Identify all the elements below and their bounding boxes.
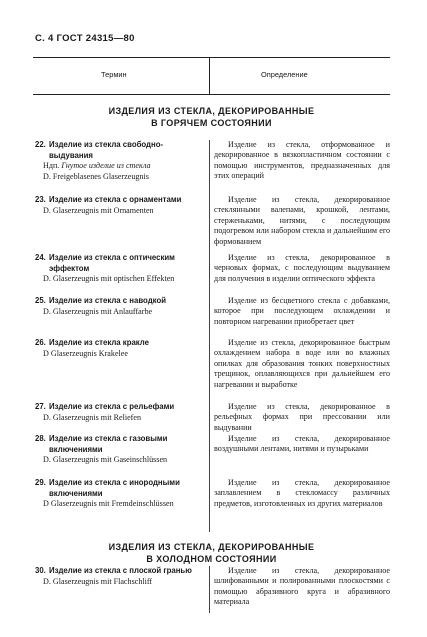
term-heading [35, 338, 203, 349]
column-header-definition: Определение [261, 70, 308, 79]
definition-text: Изделие из стекла, декорированное стеклянными валепами, крошкой, лентами, стерженьками, нитями, с последующим подогревом или набором стекла и дальнейшим его формованием [214, 195, 390, 246]
definition-text: Изделие из стекла, декорированное заплавлением в стекломассу различных предметов, изготовленных из других материалов [214, 478, 390, 508]
synonym-label: D. [43, 306, 51, 316]
section-title-line: В ГОРЯЧЕМ СОСТОЯНИИ [151, 118, 272, 128]
term-entry [35, 478, 203, 510]
column-divider [209, 140, 210, 532]
section-title-line: ИЗДЕЛИЯ ИЗ СТЕКЛА, ДЕКОРИРОВАННЫЕ [108, 542, 315, 552]
term-text: Изделие из стекла кракле [49, 338, 149, 347]
synonym-text: Гнутое изделие из стекла [61, 161, 151, 171]
table-header [33, 57, 390, 95]
term-text: Изделие из стекла с газовыми включениями [49, 434, 168, 454]
synonym-label: D [43, 499, 49, 509]
term-text: Изделие из стекла с плоской гранью [49, 566, 192, 575]
term-entry [35, 402, 203, 423]
term-synonym [35, 172, 203, 183]
column-header-term: Термин [101, 70, 127, 79]
term-heading [35, 434, 203, 455]
definition-text: Изделие из стекла, декорированное в черновых формах, с последующим выдуванием для получения в изделии оптического эффекта [214, 253, 390, 283]
term-synonym [35, 577, 203, 588]
synonym-text: Glaserzeugnis mit Reliefen [52, 412, 142, 422]
term-synonym [35, 455, 203, 466]
term-entry [35, 140, 203, 182]
synonym-label: D. [43, 274, 51, 284]
definition-text: Изделие из стекла, декорированное шлифованными и полированными плоскостями с помощью абразивного круга и абразивного материала [214, 566, 390, 607]
term-heading [35, 566, 203, 577]
term-number: 25. [35, 296, 46, 305]
synonym-text: Glaserzeugnis mit Gaseinschlüssen [52, 455, 168, 465]
synonym-text: Glaserzeugnis mit Anlauffarbe [52, 306, 153, 316]
synonym-text: Glaserzeugnis mit Ornamenten [52, 205, 154, 215]
term-synonym [35, 349, 203, 360]
term-entry [35, 434, 203, 466]
synonym-text: Glaserzeugnis mit Fremdeinschlüssen [50, 499, 174, 509]
term-text: Изделие из стекла свободно-выдувания [49, 140, 164, 160]
column-divider [209, 58, 210, 94]
term-text: Изделие из стекла с оптическим эффектом [49, 253, 175, 273]
synonym-label: D. [43, 412, 51, 422]
synonym-text: Freigeblasenes Glaserzeugnis [52, 171, 149, 181]
term-entry [35, 195, 203, 216]
definition-text: Изделие из стекла, отформованное и декорированное в вязкопластичном состоянии с помощью инструментов, предназначенных для этих операций [214, 140, 390, 181]
term-text: Изделие из стекла с рельефами [49, 402, 175, 411]
term-heading [35, 195, 203, 206]
term-heading [35, 478, 203, 499]
column-divider [209, 566, 210, 613]
synonym-text: Glaserzeugnis mit Flachschliff [52, 576, 153, 586]
term-text: Изделие из стекла с орнаментами [49, 195, 182, 204]
synonym-text: Glaserzeugnis mit optischen Effekten [52, 274, 175, 284]
term-synonym [35, 206, 203, 217]
term-number: 29. [35, 478, 46, 487]
term-number: 26. [35, 338, 46, 347]
definition-text: Изделие из стекла, декорированное воздушными лентами, нитями и пузырьками [214, 434, 390, 454]
term-synonym [35, 274, 203, 285]
synonym-label: D. [43, 205, 51, 215]
definition-text: Изделие из стекла, декорированное быстрым охлаждением набора в воде или во влажных опилках для образования тонких поверхностных трещинок, оплавляющихся при дальнейшем его нагревании и выработке [214, 338, 390, 389]
synonym-label: D. [43, 576, 51, 586]
section-title-line: ИЗДЕЛИЯ ИЗ СТЕКЛА, ДЕКОРИРОВАННЫЕ [108, 106, 315, 116]
term-synonym [35, 499, 203, 510]
term-number: 24. [35, 253, 46, 262]
page-header: С. 4 ГОСТ 24315—80 [35, 33, 135, 44]
synonym-text: Glaserzeugnis Krakelee [50, 348, 128, 358]
definition-text: Изделие из стекла, декорированное в рельефных формах при прессовании или выдувании [214, 402, 390, 432]
synonym-label: Ндп. [43, 161, 60, 171]
term-heading [35, 140, 203, 161]
term-synonym [35, 307, 203, 318]
term-number: 28. [35, 434, 46, 443]
synonym-label: D [43, 348, 49, 358]
term-number: 30. [35, 566, 46, 575]
term-text: Изделие из стекла с инородными включениями [49, 478, 180, 498]
definition-text: Изделие из бесцветного стекла с добавками, которое при последующем охлаждении и повторном нагревании приобретает цвет [214, 296, 390, 326]
section-title-cold [33, 541, 390, 565]
section-title-line: В ХОЛОДНОМ СОСТОЯНИИ [146, 554, 277, 564]
term-number: 27. [35, 402, 46, 411]
section-title-hot [33, 105, 390, 129]
term-synonym [35, 161, 203, 172]
term-number: 22. [35, 140, 46, 149]
term-entry [35, 566, 203, 587]
term-entry [35, 253, 203, 285]
term-heading [35, 402, 203, 413]
synonym-label: D. [43, 171, 51, 181]
term-heading [35, 296, 203, 307]
term-entry [35, 296, 203, 317]
term-heading [35, 253, 203, 274]
term-entry [35, 338, 203, 359]
synonym-label: D. [43, 455, 51, 465]
term-number: 23. [35, 195, 46, 204]
term-synonym [35, 413, 203, 424]
term-text: Изделие из стекла с наводкой [49, 296, 166, 305]
